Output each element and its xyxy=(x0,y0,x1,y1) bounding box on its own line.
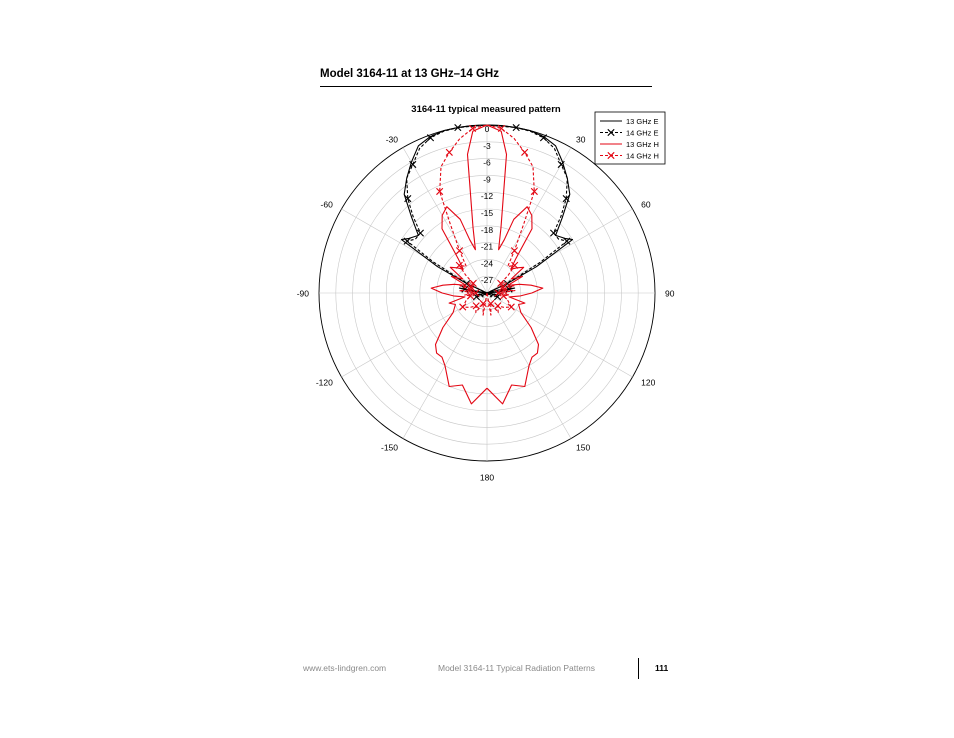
radial-tick-label: -3 xyxy=(483,140,491,151)
radial-tick-label: 0 xyxy=(484,124,490,134)
radial-tick-label: -18 xyxy=(480,224,494,235)
angle-label: 30 xyxy=(576,134,586,145)
radial-tick-label: -24 xyxy=(480,258,494,269)
angle-label: -150 xyxy=(380,442,398,453)
heading-rule xyxy=(320,86,652,87)
angle-label: 120 xyxy=(641,377,656,388)
page-number: 111 xyxy=(655,663,669,673)
angle-label: 180 xyxy=(479,472,495,483)
angle-label: 60 xyxy=(641,199,651,210)
footer-url[interactable]: www.ets-lindgren.com xyxy=(303,663,387,673)
legend xyxy=(595,112,665,164)
legend-label: 14 GHz E xyxy=(626,128,659,138)
angle-label: 150 xyxy=(576,442,591,453)
radial-tick-label: -12 xyxy=(480,191,494,202)
radial-tick-label: -15 xyxy=(480,208,494,218)
footer-divider xyxy=(638,658,639,679)
polar-chart xyxy=(296,96,676,483)
angle-label: -90 xyxy=(296,288,309,299)
legend-label: 13 GHz H xyxy=(626,140,659,149)
angle-label: -60 xyxy=(320,199,333,210)
polar-chart-figure xyxy=(296,96,676,483)
chart-title: 3164-11 typical measured pattern xyxy=(411,104,561,115)
radial-tick-label: -6 xyxy=(483,157,491,168)
radial-tick-label: -9 xyxy=(483,174,491,185)
legend-label: 14 GHz H xyxy=(626,151,659,161)
legend-label: 13 GHz E xyxy=(626,117,659,126)
page-heading: Model 3164-11 at 13 GHz–14 GHz xyxy=(320,68,499,80)
angle-label: 90 xyxy=(665,288,675,299)
angle-label: -30 xyxy=(385,134,398,145)
angle-label: -120 xyxy=(315,377,333,388)
radial-tick-label: -21 xyxy=(480,241,494,252)
footer-title: Model 3164-11 Typical Radiation Patterns xyxy=(438,663,596,673)
radial-tick-label: -27 xyxy=(480,275,494,286)
